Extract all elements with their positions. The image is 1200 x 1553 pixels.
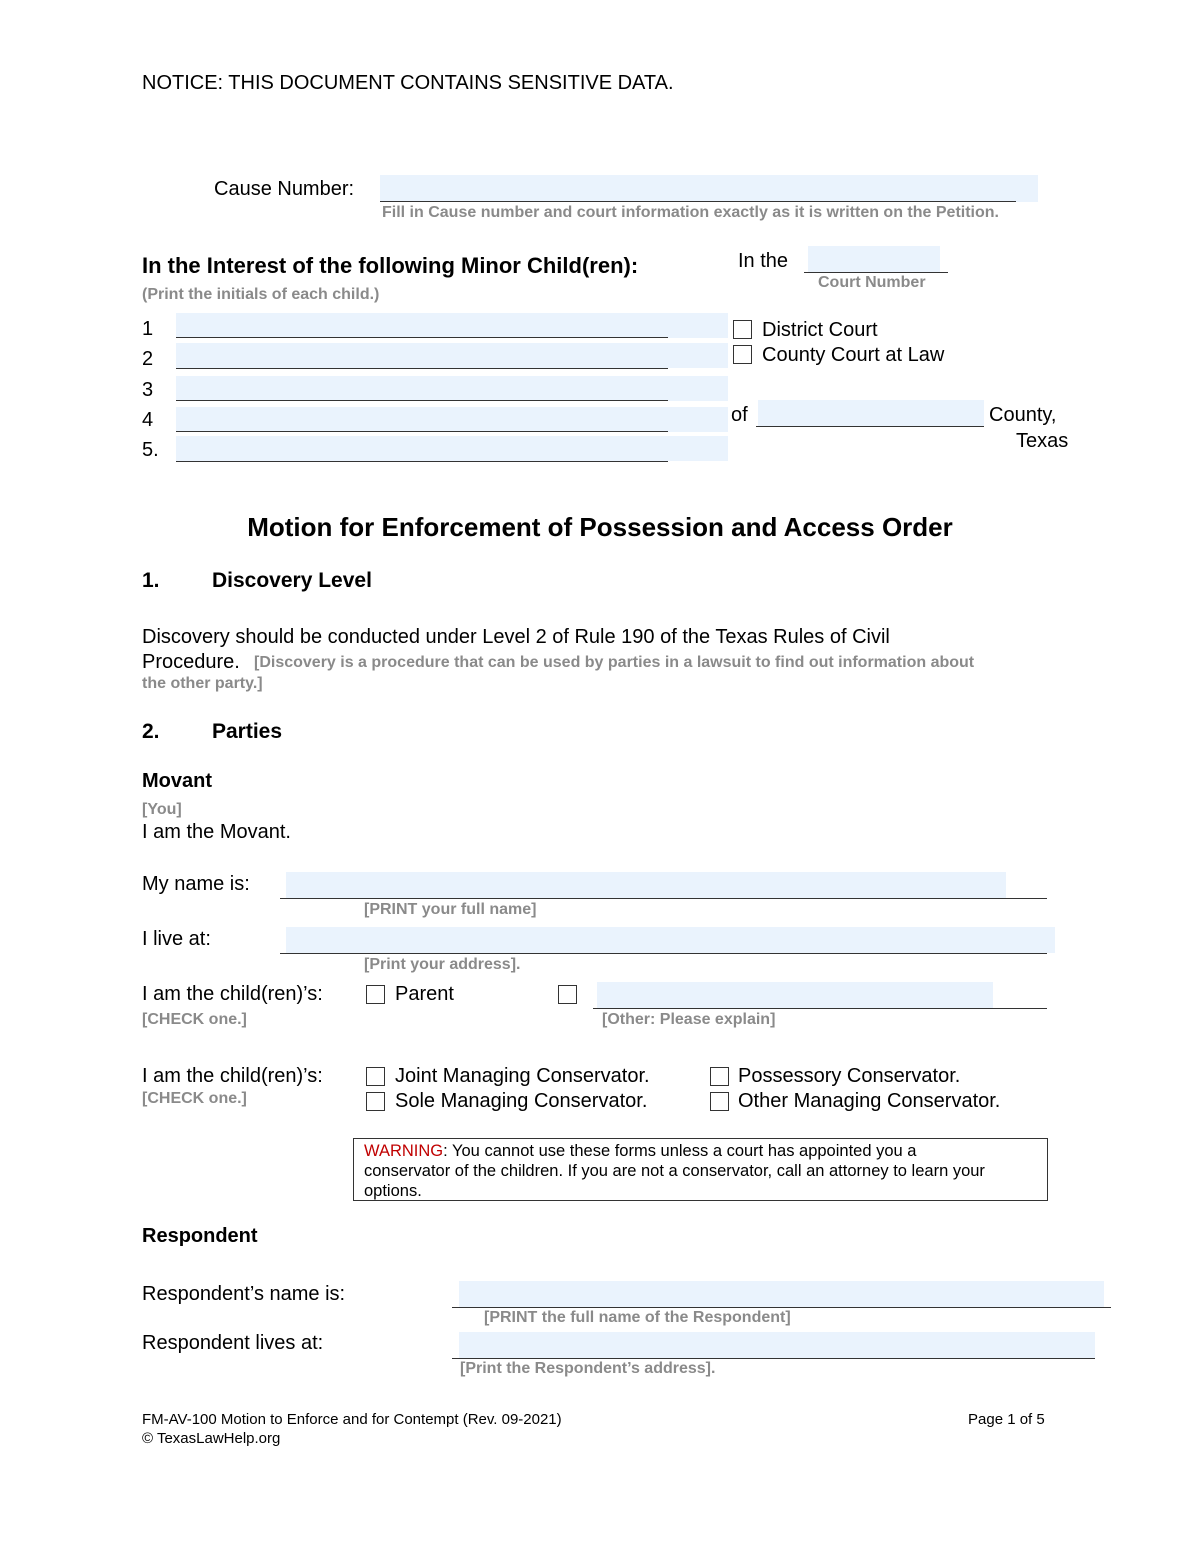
discovery-text-line2: Procedure. xyxy=(142,651,240,673)
footer-form-id: FM-AV-100 Motion to Enforce and for Contempt (Rev. 09-2021) xyxy=(142,1411,562,1428)
possessory-conservator-checkbox[interactable] xyxy=(710,1067,729,1086)
respondent-name-hint: [PRINT the full name of the Respondent] xyxy=(484,1309,791,1326)
texas-label: Texas xyxy=(1016,430,1069,452)
movant-address-underline xyxy=(280,953,1047,954)
county-court-at-law-checkbox[interactable] xyxy=(733,345,752,364)
sole-managing-conservator-checkbox[interactable] xyxy=(366,1092,385,1111)
warning-label: WARNING xyxy=(364,1142,444,1160)
discovery-text-line1: Discovery should be conducted under Level 2 of Rule 190 of the Texas Rules of Civil xyxy=(142,626,890,648)
movant-name-input[interactable] xyxy=(286,872,1006,898)
child-5-initials-input[interactable] xyxy=(176,436,728,461)
warning-text-line2: conservator of the children. If you are not a conservator, call an attorney to learn your xyxy=(364,1162,985,1180)
child-1-underline xyxy=(176,337,668,338)
court-number-input[interactable] xyxy=(808,246,940,272)
discovery-note-line2: the other party.] xyxy=(142,675,263,692)
respondent-address-hint: [Print the Respondent’s address]. xyxy=(460,1360,716,1377)
cause-number-hint: Fill in Cause number and court information exactly as it is written on the Petition. xyxy=(382,204,999,221)
county-court-at-law-label: County Court at Law xyxy=(762,344,945,366)
movant-name-hint: [PRINT your full name] xyxy=(364,901,537,918)
movant-name-label: My name is: xyxy=(142,873,250,895)
movant-relation-label: I am the child(ren)’s: xyxy=(142,983,323,1005)
court-number-underline xyxy=(804,272,948,273)
section-2-heading: Parties xyxy=(212,720,283,743)
district-court-label: District Court xyxy=(762,319,878,341)
cause-number-underline xyxy=(380,201,1016,202)
in-the-label: In the xyxy=(738,250,789,272)
child-row-number: 5. xyxy=(142,439,159,461)
other-relation-checkbox[interactable] xyxy=(558,985,577,1004)
respondent-address-input[interactable] xyxy=(459,1332,1095,1358)
of-label: of xyxy=(731,404,748,426)
parent-checkbox[interactable] xyxy=(366,985,385,1004)
movant-address-hint: [Print your address]. xyxy=(364,956,521,973)
movant-heading: Movant xyxy=(142,770,212,792)
child-3-initials-input[interactable] xyxy=(176,376,728,401)
child-4-underline xyxy=(176,431,668,432)
children-initials-hint: (Print the initials of each child.) xyxy=(142,286,380,303)
child-2-underline xyxy=(176,368,668,369)
child-4-initials-input[interactable] xyxy=(176,407,728,432)
conservator-warning-box xyxy=(353,1138,1048,1201)
footer-copyright: © TexasLawHelp.org xyxy=(142,1430,281,1447)
cause-number-label: Cause Number: xyxy=(214,178,355,200)
other-managing-conservator-label: Other Managing Conservator. xyxy=(738,1090,1001,1112)
joint-managing-conservator-label: Joint Managing Conservator. xyxy=(395,1065,650,1087)
other-relation-hint: [Other: Please explain] xyxy=(602,1011,776,1028)
movant-address-label: I live at: xyxy=(142,928,211,950)
respondent-name-underline xyxy=(452,1307,1111,1308)
movant-address-input[interactable] xyxy=(286,927,1055,953)
court-number-hint: Court Number xyxy=(818,274,926,291)
child-row-number: 1 xyxy=(142,318,154,340)
child-5-underline xyxy=(176,461,668,462)
county-underline xyxy=(756,426,984,427)
parent-label: Parent xyxy=(395,983,454,1005)
other-relation-underline xyxy=(593,1008,1047,1009)
section-1-number: 1. xyxy=(142,569,160,592)
movant-name-underline xyxy=(280,898,1047,899)
county-label: County, xyxy=(989,404,1057,426)
child-row-number: 3 xyxy=(142,379,154,401)
child-row-number: 2 xyxy=(142,348,154,370)
respondent-name-input[interactable] xyxy=(459,1281,1104,1307)
other-managing-conservator-checkbox[interactable] xyxy=(710,1092,729,1111)
discovery-note-line1: [Discovery is a procedure that can be used by parties in a lawsuit to find out information about xyxy=(254,654,975,671)
warning-text-line1: : You cannot use these forms unless a court has appointed you a xyxy=(443,1142,917,1160)
section-2-number: 2. xyxy=(142,720,160,743)
warning-text-line3: options. xyxy=(364,1182,422,1200)
joint-managing-conservator-checkbox[interactable] xyxy=(366,1067,385,1086)
other-relation-input[interactable] xyxy=(597,982,993,1008)
cause-number-input[interactable] xyxy=(380,175,1038,202)
movant-relation-check-hint: [CHECK one.] xyxy=(142,1011,247,1028)
county-input[interactable] xyxy=(758,400,984,426)
footer-page-number: Page 1 of 5 xyxy=(968,1411,1045,1428)
respondent-name-label: Respondent’s name is: xyxy=(142,1283,346,1305)
respondent-heading: Respondent xyxy=(142,1225,258,1247)
movant-statement: I am the Movant. xyxy=(142,821,291,843)
section-1-heading: Discovery Level xyxy=(212,569,372,592)
children-section-title: In the Interest of the following Minor Child(ren): xyxy=(142,253,639,278)
child-3-underline xyxy=(176,400,668,401)
child-row-number: 4 xyxy=(142,409,154,431)
sensitive-data-notice: NOTICE: THIS DOCUMENT CONTAINS SENSITIVE DATA. xyxy=(142,72,674,94)
respondent-address-underline xyxy=(452,1358,1095,1359)
document-title: Motion for Enforcement of Possession and Access Order xyxy=(247,512,953,542)
movant-you-hint: [You] xyxy=(142,801,182,818)
movant-conservator-check-hint: [CHECK one.] xyxy=(142,1090,247,1107)
movant-conservator-label: I am the child(ren)’s: xyxy=(142,1065,323,1087)
child-1-initials-input[interactable] xyxy=(176,313,728,338)
sole-managing-conservator-label: Sole Managing Conservator. xyxy=(395,1090,648,1112)
district-court-checkbox[interactable] xyxy=(733,320,752,339)
possessory-conservator-label: Possessory Conservator. xyxy=(738,1065,961,1087)
child-2-initials-input[interactable] xyxy=(176,343,728,368)
respondent-address-label: Respondent lives at: xyxy=(142,1332,324,1354)
